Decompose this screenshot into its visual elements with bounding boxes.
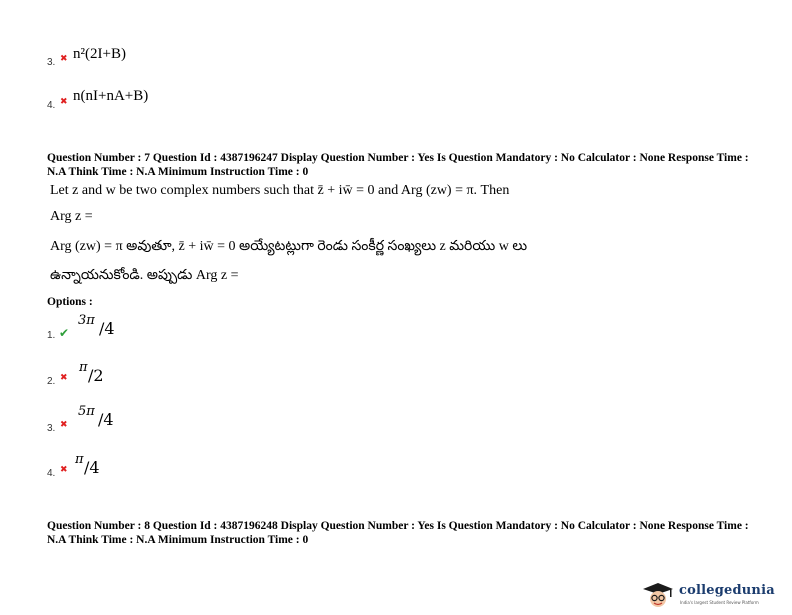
check-icon: ✔ — [59, 326, 70, 340]
question-meta: Question Number : 7 Question Id : 4387196247 Display Question Number : Yes Is Question Mandatory : No Calculator : None Response Time : N.A Think Time : N.A Minimum Instruction Time : 0 — [47, 152, 749, 178]
cross-icon: ✖ — [60, 465, 68, 475]
fraction-numerator: 3π — [78, 313, 95, 328]
cross-icon: ✖ — [60, 54, 68, 64]
fraction-denominator-with-slash: /4 — [84, 458, 100, 477]
option-number: 2. — [47, 376, 56, 387]
mascot-icon — [640, 580, 676, 610]
fraction-denominator-with-slash: /2 — [88, 366, 104, 385]
fraction-denominator-with-slash: /4 — [99, 319, 115, 338]
option-fraction — [75, 452, 115, 482]
fraction-numerator: 5π — [78, 404, 95, 419]
cross-icon: ✖ — [60, 373, 68, 383]
question-text-line: Let z and w be two complex numbers such that z̄ + iw̄ = 0 and Arg (zw) = π. Then — [50, 183, 510, 198]
option-text: n(nI+nA+B) — [73, 88, 149, 104]
option-number: 1. — [47, 330, 56, 341]
question-meta: Question Number : 8 Question Id : 4387196248 Display Question Number : Yes Is Question Mandatory : No Calculator : None Response Time : N.A Think Time : N.A Minimum Instruction Time : 0 — [47, 520, 749, 546]
cross-icon: ✖ — [60, 97, 68, 107]
fraction-denominator: 2 — [93, 366, 104, 385]
option-number: 3. — [47, 57, 56, 68]
fraction-denominator-with-slash: /4 — [98, 410, 114, 429]
fraction-denominator: 4 — [89, 458, 100, 477]
collegedunia-logo — [640, 580, 790, 610]
question-text-line: Arg z = — [50, 209, 93, 224]
option-fraction — [78, 313, 118, 343]
option-number: 4. — [47, 100, 56, 111]
fraction-numerator: π — [79, 360, 88, 375]
option-fraction — [79, 360, 119, 390]
question-text-telugu: Arg (zw) = π అవుతూ, z̄ + iw̄ = 0 అయ్యేటట్లుగా రెండు సంకీర్ణ సంఖ్యలు z మరియు w లు — [50, 239, 528, 254]
logo-tagline: India's largest Student Review Platform — [680, 600, 759, 605]
option-number: 4. — [47, 468, 56, 479]
option-text: n²(2I+B) — [73, 46, 126, 62]
options-label: Options : — [47, 296, 93, 308]
cross-icon: ✖ — [60, 420, 68, 430]
fraction-denominator: 4 — [104, 319, 115, 338]
option-number: 3. — [47, 423, 56, 434]
fraction-numerator: π — [75, 452, 84, 467]
question-text-telugu: ఉన్నాయనుకోండి. అప్పుడు Arg z = — [50, 268, 239, 283]
logo-wordmark: collegedunia — [679, 583, 775, 598]
option-fraction — [78, 404, 118, 434]
fraction-denominator: 4 — [103, 410, 114, 429]
